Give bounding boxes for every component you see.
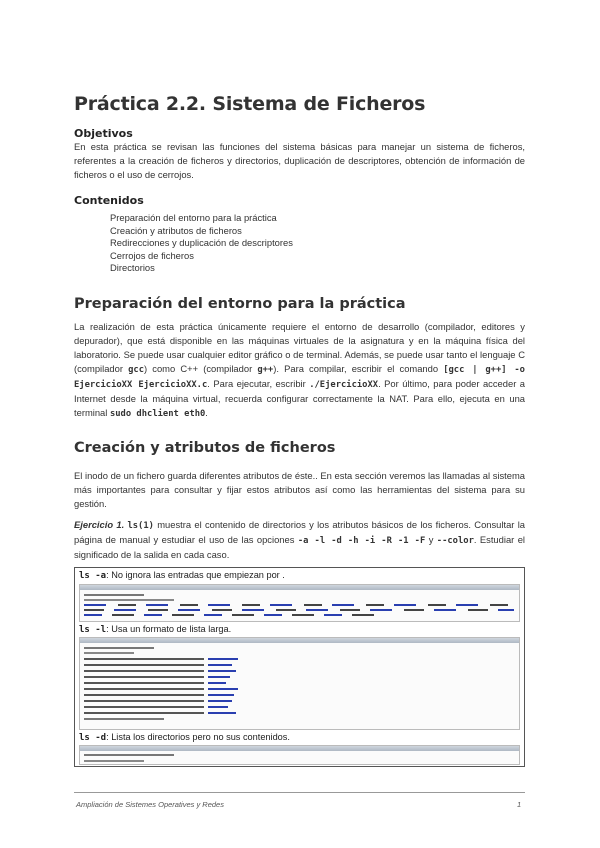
toc-item[interactable]: Preparación del entorno para la práctica xyxy=(110,212,277,223)
example-desc: : Usa un formato de lista larga. xyxy=(106,624,232,634)
ls-man-ref: ls(1) xyxy=(127,521,154,531)
objetivos-text: En esta práctica se revisan las funciones del sistema básicas para manejar un sistema de ficheros, referentes a la creación de ficheros y directorios, duplicación de descriptores, obtención de información de ficheros o el uso de cerrojos. xyxy=(74,141,525,180)
preparacion-heading: Preparación del entorno para la práctica xyxy=(74,296,406,312)
objetivos-section xyxy=(74,127,133,140)
compile-command: [gcc | g++] -o EjercicioXX EjercicioXX.c xyxy=(74,365,525,390)
creacion-section xyxy=(74,440,335,456)
terminal-titlebar xyxy=(80,638,519,643)
example-ls-l-label xyxy=(79,624,231,635)
example-cmd: ls -a xyxy=(79,571,107,581)
dhclient-command: sudo dhclient eth0 xyxy=(109,409,206,419)
contenidos-heading: Contenidos xyxy=(74,194,144,207)
examples-box xyxy=(74,567,525,767)
text-run: . Por último, para poder acceder a Internet desde la máquina virtual, recuerda configurar correctamente la NAT. Para ello, ejecuta en una terminal xyxy=(74,378,526,418)
terminal-screenshot-ls-a xyxy=(79,584,520,622)
preparacion-text xyxy=(74,320,525,421)
page-title: Práctica 2.2. Sistema de Ficheros xyxy=(74,93,426,115)
footer-divider xyxy=(74,792,525,793)
terminal-screenshot-ls-l xyxy=(79,637,520,730)
text-run: muestra el contenido de directorios y los atributos básicos de los ficheros. Consultar la página de manual y estudiar el uso de las opciones xyxy=(74,519,525,545)
page-number: 1 xyxy=(517,800,522,809)
objetivos-heading: Objetivos xyxy=(74,127,133,140)
gcc-code: gcc xyxy=(128,365,145,375)
terminal-titlebar xyxy=(80,585,519,590)
text-run: . xyxy=(205,407,208,418)
creacion-intro: El inodo de un fichero guarda diferentes atributos de éste.. En esta sección veremos las llamadas al sistema más importantes para consultar y fijar estos atributos así como las herramientas del sistema para su gestión. xyxy=(74,470,525,509)
example-cmd: ls -l xyxy=(79,625,107,635)
terminal-titlebar xyxy=(80,746,519,751)
color-option: --color xyxy=(436,536,474,546)
example-ls-d-label xyxy=(79,732,290,743)
run-command: ./EjercicioXX xyxy=(309,380,379,390)
text-run: . Para ejecutar, escribir xyxy=(207,378,310,389)
example-desc: : Lista los directorios pero no sus contenidos. xyxy=(106,732,290,742)
toc-item[interactable]: Cerrojos de ficheros xyxy=(110,249,194,261)
creacion-heading: Creación y atributos de ficheros xyxy=(74,440,336,456)
preparacion-section xyxy=(74,296,406,312)
example-desc: : No ignora las entradas que empiezan por . xyxy=(106,570,285,580)
text-run: ) como C++ (compilador xyxy=(144,363,258,374)
example-ls-a-label xyxy=(79,570,285,581)
ls-options: -a -l -d -h -i -R -1 -F xyxy=(297,536,426,546)
contenidos-list xyxy=(110,212,293,275)
toc-item[interactable]: Directorios xyxy=(110,262,155,274)
terminal-screenshot-ls-d xyxy=(79,745,520,765)
example-cmd: ls -d xyxy=(79,733,107,743)
toc-item[interactable]: Redirecciones y duplicación de descriptores xyxy=(110,237,293,249)
contenidos-section xyxy=(74,194,144,207)
gpp-code: g++ xyxy=(257,365,274,375)
text-run: y xyxy=(425,534,437,545)
ejercicio-label: Ejercicio 1. xyxy=(74,519,125,530)
footer-course: Ampliación de Sistemes Operatives y Redes xyxy=(76,800,224,809)
text-run: . Estudiar el significado de la salida en cada caso. xyxy=(74,534,525,560)
text-run: ). Para compilar, escribir el comando xyxy=(273,363,444,374)
ejercicio-1 xyxy=(74,518,525,562)
toc-item[interactable]: Creación y atributos de ficheros xyxy=(110,224,242,236)
text-run: La realización de esta práctica únicamente requiere el entorno de desarrollo (compilador, editores y depurador), que está disponible en las máquinas virtuales de la asignatura y en la máquina física del laboratorio. Se puede usar cualquier editor gráfico o de terminal. Además, se puede usar tanto el lenguaje C (compilador xyxy=(74,321,525,374)
